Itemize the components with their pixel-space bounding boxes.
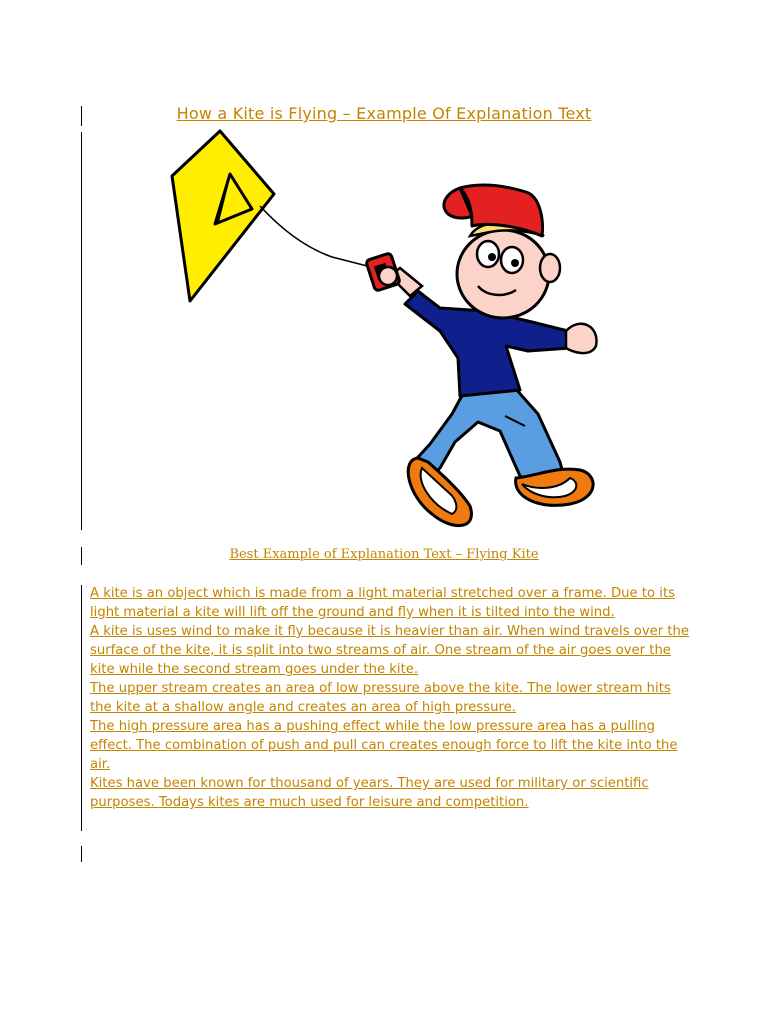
boy-flying-kite-illustration bbox=[160, 126, 610, 536]
kite-icon bbox=[172, 131, 274, 301]
paragraph[interactable]: A kite is an object which is made from a light material stretched over a frame. Due to its light material a kite will lift off the ground and fly when it is tilted into the wind. bbox=[90, 586, 675, 620]
margin-marker bbox=[81, 846, 82, 862]
paragraph[interactable]: A kite is uses wind to make it fly because it is heavier than air. When wind travels over the surface of the kite, it is split into two streams of air. One stream of the air goes over the kite while the second stream goes under the kite. bbox=[90, 624, 689, 677]
boy-head bbox=[457, 223, 560, 319]
shoes bbox=[408, 458, 593, 526]
paragraph[interactable]: The high pressure area has a pushing effect while the low pressure area has a pulling effect. The combination of push and pull can creates enough force to lift the kite into the air. bbox=[90, 719, 678, 772]
margin-marker bbox=[81, 585, 82, 831]
paragraph[interactable]: Kites have been known for thousand of years. They are used for military or scientific purposes. Todays kites are much used for leisure and competition. bbox=[90, 776, 649, 810]
margin-marker bbox=[81, 132, 82, 530]
image-caption[interactable]: Best Example of Explanation Text – Flying Kite bbox=[229, 547, 539, 562]
kite-string bbox=[260, 206, 375, 268]
article-body bbox=[90, 584, 690, 812]
spool-icon bbox=[366, 253, 401, 291]
paragraph[interactable]: The upper stream creates an area of low pressure above the kite. The lower stream hits the kite at a shallow angle and creates an area of high pressure. bbox=[90, 681, 671, 715]
page-title[interactable]: How a Kite is Flying – Example Of Explanation Text bbox=[176, 104, 592, 123]
